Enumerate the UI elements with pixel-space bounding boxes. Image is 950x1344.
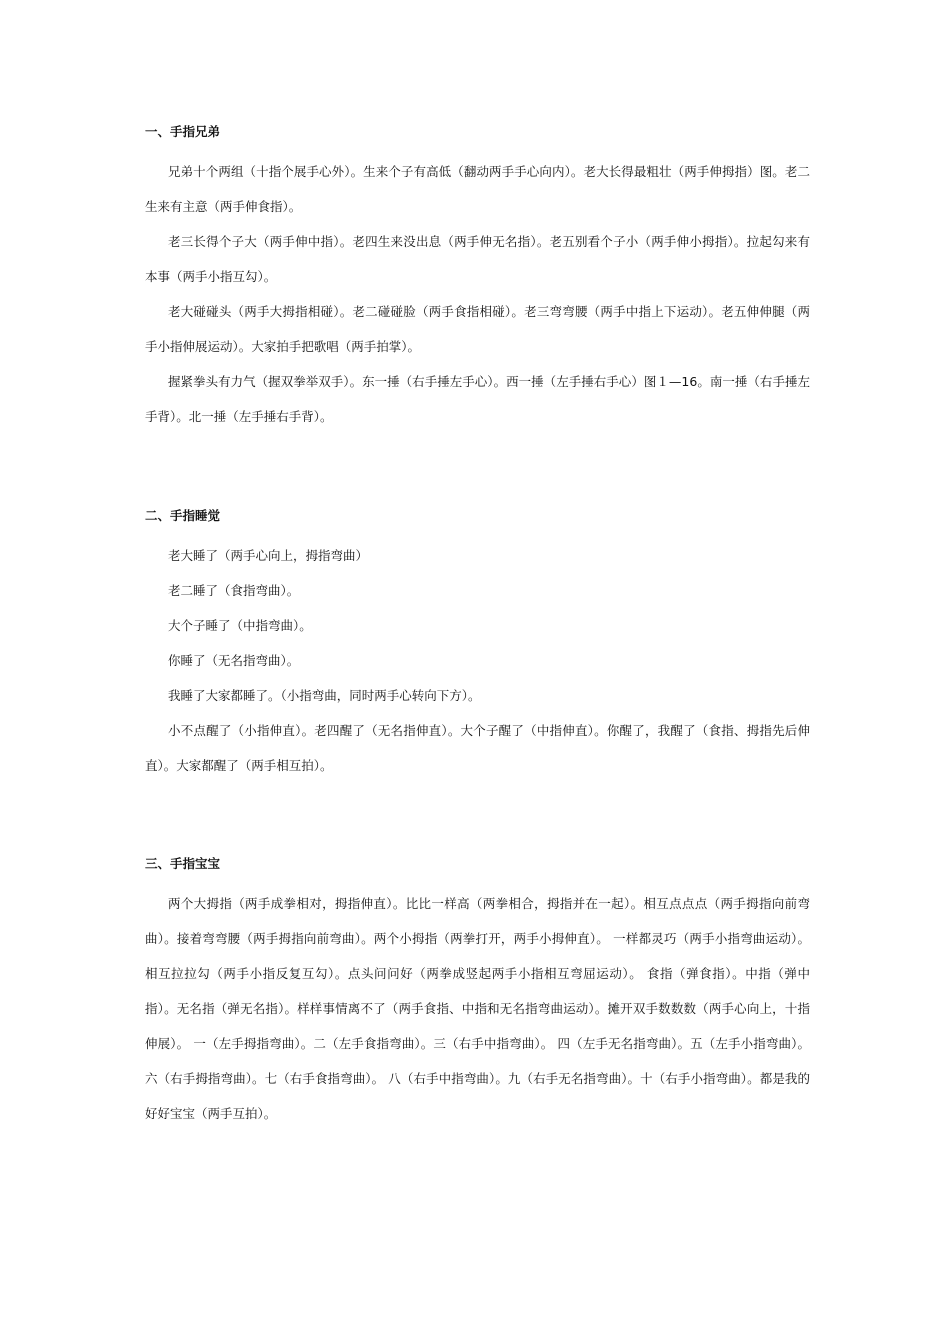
paragraph: 两个大拇指（两手成拳相对，拇指伸直）。比比一样高（两拳相合，拇指并在一起）。相互点点点（两手拇指向前弯曲）。接着弯弯腰（两手拇指向前弯曲）。两个小拇指（两拳打开，两手小拇伸直）。 一样都灵巧（两手小指弯曲运动）。相互拉拉勾（两手小指反复互勾）。点头问问好（两拳成竖起两手小指相互弯屈运动）。 食指（弹食指）。中指（弹中指）。无名指（弹无名指）。样样事情离不了（两手食指、中指和无名指弯曲运动）。摊开双手数数数（两手心向上，十指伸展）。 一（左手拇指弯曲）。二（左手食指弯曲）。三（右手中指弯曲）。 四（左手无名指弯曲）。五（左手小指弯曲）。六（右手拇指弯曲）。七（右手食指弯曲）。 八（右手中指弯曲）。九（右手无名指弯曲）。十（右手小指弯曲）。都是我的好好宝宝（两手互拍）。 (145, 896, 810, 1121)
paragraph: 小不点醒了（小指伸直）。老四醒了（无名指伸直）。大个子醒了（中指伸直）。你醒了，我醒了（食指、拇指先后伸直）。大家都醒了（两手相互拍）。 (145, 723, 810, 773)
paragraph: 大个子睡了（中指弯曲）。 (168, 618, 312, 633)
paragraph: 老大睡了（两手心向上，拇指弯曲） (168, 548, 369, 563)
paragraph: 我睡了大家都睡了。（小指弯曲，同时两手心转向下方）。 (168, 688, 481, 703)
section-finger-brothers (145, 124, 810, 434)
paragraph: 兄弟十个两组（十指个展手心外）。生来个子有高低（翻动两手手心向内）。老大长得最粗壮（两手伸拇指）图。老二生来有主意（两手伸食指）。 (145, 164, 810, 214)
paragraph: 老三长得个子大（两手伸中指）。老四生来没出息（两手伸无名指）。老五别看个子小（两手伸小拇指）。拉起勾来有本事（两手小指互勾）。 (145, 234, 810, 284)
paragraph: 老二睡了（食指弯曲）。 (168, 583, 300, 598)
section-finger-sleep (145, 508, 810, 783)
paragraph: 你睡了（无名指弯曲）。 (168, 653, 300, 668)
section-heading: 一、手指兄弟 (145, 124, 221, 139)
section-finger-babies (145, 856, 810, 1131)
section-heading: 三、手指宝宝 (145, 856, 221, 871)
section-heading: 二、手指睡觉 (145, 508, 221, 523)
paragraph: 握紧拳头有力气（握双拳举双手）。东一捶（右手捶左手心）。西一捶（左手捶右手心）图１—16。南一捶（右手捶左手背）。北一捶（左手捶右手背）。 (145, 374, 810, 424)
paragraph: 老大碰碰头（两手大拇指相碰）。老二碰碰脸（两手食指相碰）。老三弯弯腰（两手中指上下运动）。老五伸伸腿（两手小指伸展运动）。大家拍手把歌唱（两手拍掌）。 (145, 304, 810, 354)
